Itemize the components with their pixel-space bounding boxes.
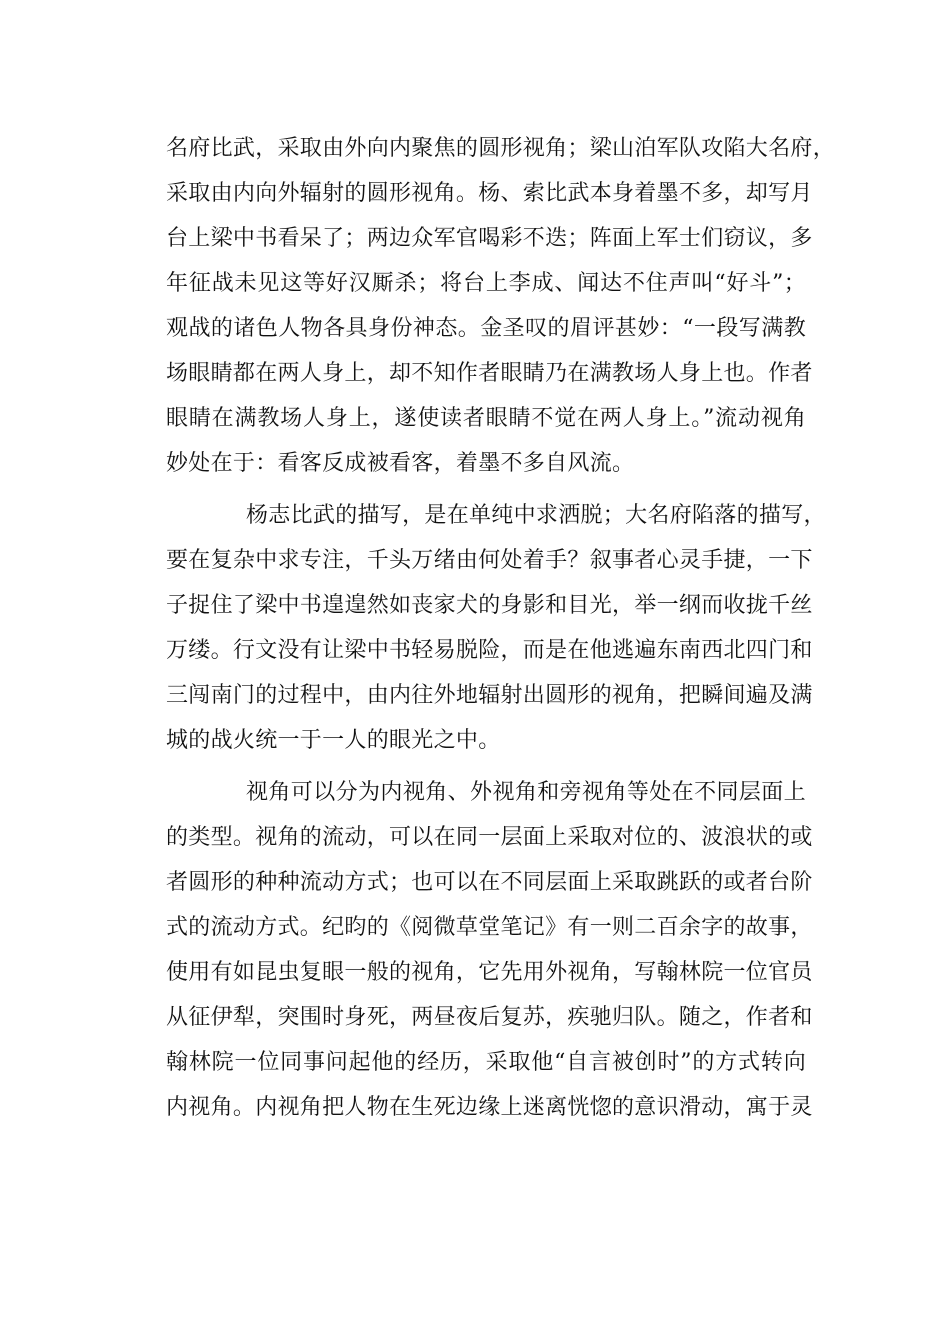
paragraph-gap	[166, 486, 806, 493]
text-line: 子捉住了梁中书遑遑然如丧家犬的身影和目光，举一纲而收拢千丝	[166, 593, 813, 618]
text-line: 三闯南门的过程中，由内往外地辐射出圆形的视角，把瞬间遍及满	[166, 683, 813, 708]
text-line: 者圆形的种种流动方式；也可以在不同层面上采取跳跃的或者台阶	[166, 870, 813, 895]
text-line: 翰林院一位同事问起他的经历，采取他“自言被创时”的方式转向	[166, 1050, 806, 1075]
text-line: 妙处在于：看客反成被看客，着墨不多自风流。	[166, 451, 635, 476]
text-line: 台上梁中书看呆了；两边众军官喝彩不迭；阵面上军士们窃议，多	[166, 226, 813, 251]
body-text	[166, 126, 836, 1130]
text-line: 视角可以分为内视角、外视角和旁视角等处在不同层面上	[246, 780, 806, 805]
text-line: 要在复杂中求专注，千头万绪由何处着手？叙事者心灵手捷，一下	[166, 548, 813, 573]
text-line: 观战的诸色人物各具身份神态。金圣叹的眉评甚妙：“一段写满教	[166, 316, 806, 341]
text-line: 场眼睛都在两人身上，却不知作者眼睛乃在满教场人身上也。作者	[166, 361, 813, 386]
paragraph-1	[166, 126, 836, 486]
text-line: 眼睛在满教场人身上，遂使读者眼睛不觉在两人身上。”流动视角	[166, 406, 806, 431]
paragraph-3	[166, 770, 813, 1130]
paragraph-2	[166, 493, 826, 763]
text-line: 城的战火统一于一人的眼光之中。	[166, 728, 501, 753]
text-line: 的类型。视角的流动，可以在同一层面上采取对位的、波浪状的或	[166, 825, 813, 850]
text-line: 年征战未见这等好汉厮杀；将台上李成、闻达不住声叫“好斗”；	[166, 271, 806, 296]
text-line: 从征伊犁，突围时身死，两昼夜后复苏，疾驰归队。随之，作者和	[166, 1005, 813, 1030]
text-line: 名府比武，采取由外向内聚焦的圆形视角；梁山泊军队攻陷大名府，	[166, 136, 836, 161]
text-line: 万缕。行文没有让梁中书轻易脱险，而是在他逃遍东南西北四门和	[166, 638, 813, 663]
text-line: 式的流动方式。纪昀的《阅微草堂笔记》有一则二百余字的故事，	[166, 915, 813, 940]
text-line: 内视角。内视角把人物在生死边缘上迷离恍惚的意识滑动，寓于灵	[166, 1095, 813, 1120]
text-line: 杨志比武的描写，是在单纯中求洒脱；大名府陷落的描写，	[246, 503, 826, 528]
paragraph-gap	[166, 763, 806, 770]
text-line: 使用有如昆虫复眼一般的视角，它先用外视角，写翰林院一位官员	[166, 960, 813, 985]
text-line: 采取由内向外辐射的圆形视角。杨、索比武本身着墨不多，却写月	[166, 181, 813, 206]
